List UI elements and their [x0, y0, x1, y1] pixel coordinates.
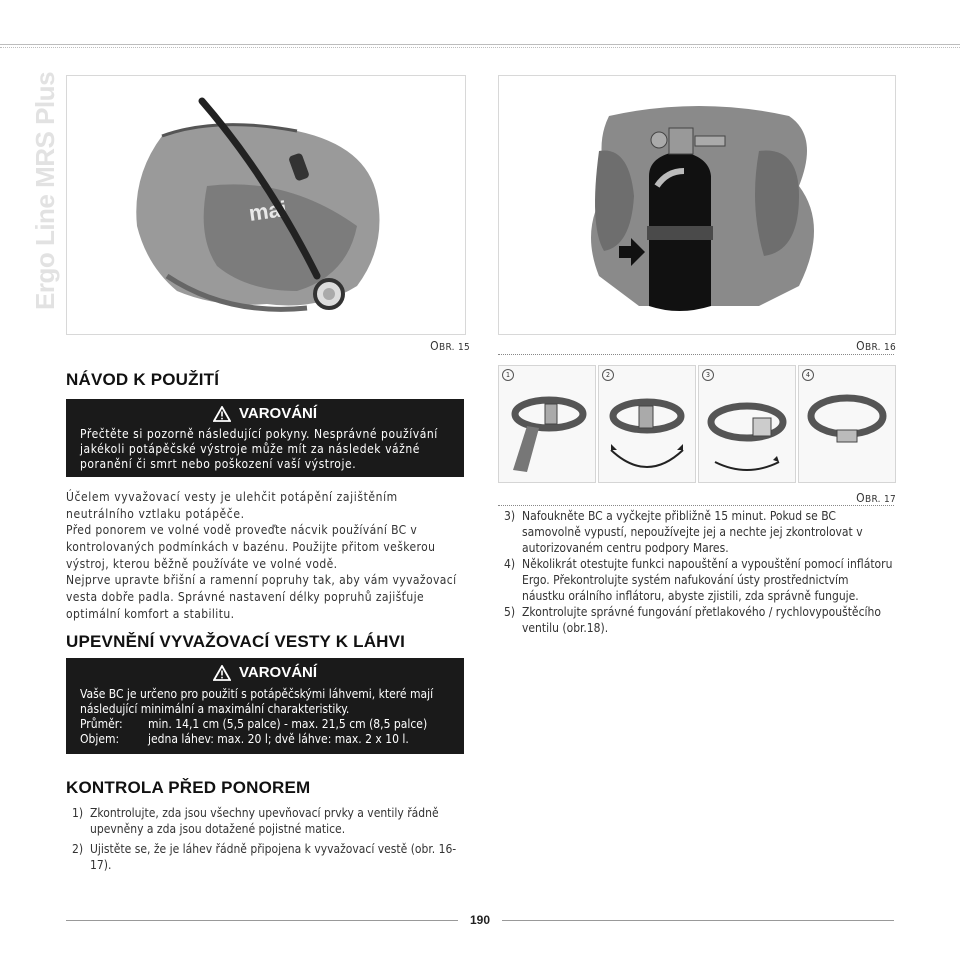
spec-diameter [80, 717, 450, 732]
strap-step-1 [498, 365, 596, 483]
figure-17-caption: OBR. 17 [856, 491, 896, 505]
figure-16-caption: OBR. 16 [856, 339, 896, 353]
step-number: 2 [602, 369, 614, 381]
strap-icon [699, 366, 795, 482]
list-item: 4) Několikrát otestujte funkci napouštění a vypouštění pomocí inflátoru Ergo. Překontrolujte systém nafukování ústy prostřednictvím náustku orálního inflátoru, abyste zjistili, zda správně funguje. [504, 557, 893, 603]
spec-volume [80, 732, 450, 747]
strap-step-4 [798, 365, 896, 483]
warning-1-text: Přečtěte si pozorně následující pokyny. Nesprávné používání jakékoli potápěčské výstroje může mít za následek vážné poranění či smrt nebo poškození vaší výstroje. [80, 427, 438, 471]
steps-list [498, 508, 894, 636]
warning-2-title: VAROVÁNÍ [66, 664, 464, 681]
top-rule [0, 44, 960, 45]
side-title: Ergo Line MRS Plus [30, 71, 60, 310]
bc-jacket-illustration [67, 76, 465, 334]
list-item: 3) Nafoukněte BC a vyčkejte přibližně 15 minut. Pokud se BC samovolně vypustí, nepoužívejte jej a nechte jej zkontrolovat v autorizovaném centru podpory Mares. [504, 509, 863, 555]
heading-upevneni: UPEVNĚNÍ VYVAŽOVACÍ VESTY K LÁHVI [66, 632, 406, 651]
heading-navod: NÁVOD K POUŽITÍ [66, 370, 220, 389]
spec-diameter-label: Průměr: [80, 717, 123, 731]
strap-step-3 [698, 365, 796, 483]
paragraph-1: Účelem vyvažovací vesty je ulehčit potápění zajištěním neutrálního vztlaku potápěče. [66, 490, 398, 521]
paragraph-3: Nejprve upravte břišní a ramenní popruhy tak, aby vám vyvažovací vesta dobře padla. Správné nastavení délky popruhů zajišťuje optimální komfort a stabilitu. [66, 573, 457, 621]
paragraph-2: Před ponorem ve volné vodě proveďte nácvik používání BC v kontrolovaných podmínkách v bazénu. Použijte přitom veškerou výstroj, kterou běžně používáte ve volné vodě. [66, 523, 436, 571]
heading-kontrola: KONTROLA PŘED PONOREM [66, 778, 311, 797]
step-number: 3 [702, 369, 714, 381]
top-rule-dotted [0, 47, 960, 48]
page-number: 190 [469, 913, 491, 927]
warning-2-text [80, 687, 450, 747]
strap-icon [499, 366, 595, 482]
checklist [66, 805, 464, 873]
figure-17-dotted-rule [498, 505, 894, 506]
figure-16-image [498, 75, 896, 335]
warning-1-title: VAROVÁNÍ [66, 405, 464, 422]
warning-2-intro: Vaše BC je určeno pro použití s potápěčskými láhvemi, které mají následující minimální a maximální charakteristiky. [80, 687, 434, 716]
warning-box-1 [66, 399, 464, 477]
figure-15-caption: OBR. 15 [430, 339, 470, 353]
step-number: 4 [802, 369, 814, 381]
bc-logo-text: mai [247, 195, 289, 226]
spec-volume-label: Objem: [80, 732, 120, 746]
warning-box-2 [66, 658, 464, 754]
footer-rule-right [502, 920, 894, 921]
warning-triangle-icon [213, 665, 231, 681]
strap-icon [799, 366, 895, 482]
strap-step-2 [598, 365, 696, 483]
list-item: 2) Ujistěte se, že je láhev řádně připojena k vyvažovací vestě (obr. 16-17). [72, 842, 457, 872]
step-number: 1 [502, 369, 514, 381]
spec-diameter-value: min. 14,1 cm (5,5 palce) - max. 21,5 cm (8,5 palce) [148, 717, 428, 731]
figure-16-dotted-rule [498, 354, 894, 355]
list-item: 1) Zkontrolujte, zda jsou všechny upevňovací prvky a ventily řádně upevněny a zda jsou dotažené pojistné matice. [72, 806, 439, 836]
list-item: 5) Zkontrolujte správné fungování přetlakového / rychlovypouštěcího ventilu (obr.18). [504, 605, 881, 635]
spec-volume-value: jedna láhev: max. 20 l; dvě láhve: max. 2 x 10 l. [148, 732, 409, 746]
footer-rule-left [66, 920, 458, 921]
figure-15-image [66, 75, 466, 335]
strap-icon [599, 366, 695, 482]
bc-on-tank-illustration [499, 76, 895, 334]
warning-triangle-icon [213, 406, 231, 422]
figure-17-strip [498, 365, 894, 483]
